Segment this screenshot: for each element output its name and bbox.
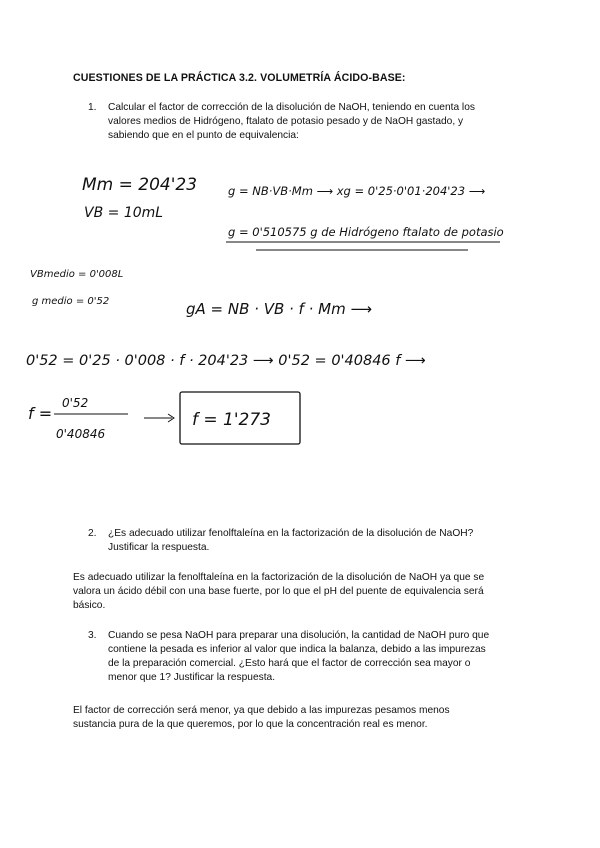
question-line: de la preparación comercial. ¿Esto hará que el factor de corrección sea mayor o <box>108 658 471 669</box>
answer-line: Es adecuado utilizar la fenolftaleína en la factorización de la disolución de NaOH ya que se <box>73 572 485 583</box>
question-line: ¿Es adecuado utilizar fenolftaleína en la factorización de la disolución de NaOH? <box>108 528 474 539</box>
question-number: 3. <box>88 630 97 641</box>
question-line: menor que 1? Justificar la respuesta. <box>108 672 276 683</box>
question-line: contiene la pesada es inferior al valor que indica la balanza, debido a las impurezas <box>108 644 486 655</box>
hw-equation-2: g = 0'510575 g de Hidrógeno ftalato de potasio <box>228 225 504 239</box>
answer-2 <box>73 571 484 613</box>
question-line: Calcular el factor de corrección de la disolución de NaOH, teniendo en cuenta los <box>108 102 475 113</box>
hw-fraction-numerator: 0'52 <box>62 396 89 410</box>
question-number: 2. <box>88 528 97 539</box>
question-text <box>108 629 489 685</box>
hw-result: f = 1'273 <box>192 410 271 430</box>
hw-molar-mass: Mm = 204'23 <box>82 175 198 195</box>
section-heading: CUESTIONES DE LA PRÁCTICA 3.2. VOLUMETRÍA ÁCIDO-BASE: <box>73 72 406 84</box>
hw-equation-4: 0'52 = 0'25 · 0'008 · f · 204'23 ⟶ 0'52 = 0'40846 f ⟶ <box>26 353 426 369</box>
hw-f-label: f = <box>28 404 53 423</box>
answer-line: El factor de corrección será menor, ya que debido a las impurezas pesamos menos <box>73 705 450 716</box>
question-number: 1. <box>88 102 97 113</box>
hw-equation-3: gA = NB · VB · f · Mm ⟶ <box>186 300 372 318</box>
hw-fraction-denominator: 0'40846 <box>56 427 106 441</box>
answer-line: básico. <box>73 600 106 611</box>
question-line: Justificar la respuesta. <box>108 542 210 553</box>
question-text <box>108 527 473 555</box>
hw-mass-medio: g medio = 0'52 <box>32 296 110 307</box>
answer-line: sustancia pura de la que queremos, por lo que la concentración real es menor. <box>73 719 428 730</box>
answer-line: valora un ácido débil con una base fuerte, por lo que el pH del puente de equivalencia será <box>73 586 484 597</box>
answer-3 <box>73 704 450 732</box>
hw-volume-b: VB = 10mL <box>84 205 164 221</box>
hw-volume-medio: VBmedio = 0'008L <box>30 269 124 280</box>
question-line: valores medios de Hidrógeno, ftalato de potasio pesado y de NaOH gastado, y <box>108 116 464 127</box>
question-line: sabiendo que en el punto de equivalencia: <box>108 130 299 141</box>
question-line: Cuando se pesa NaOH para preparar una disolución, la cantidad de NaOH puro que <box>108 630 490 641</box>
hw-equation-1: g = NB·VB·Mm ⟶ xg = 0'25·0'01·204'23 ⟶ <box>228 184 486 198</box>
